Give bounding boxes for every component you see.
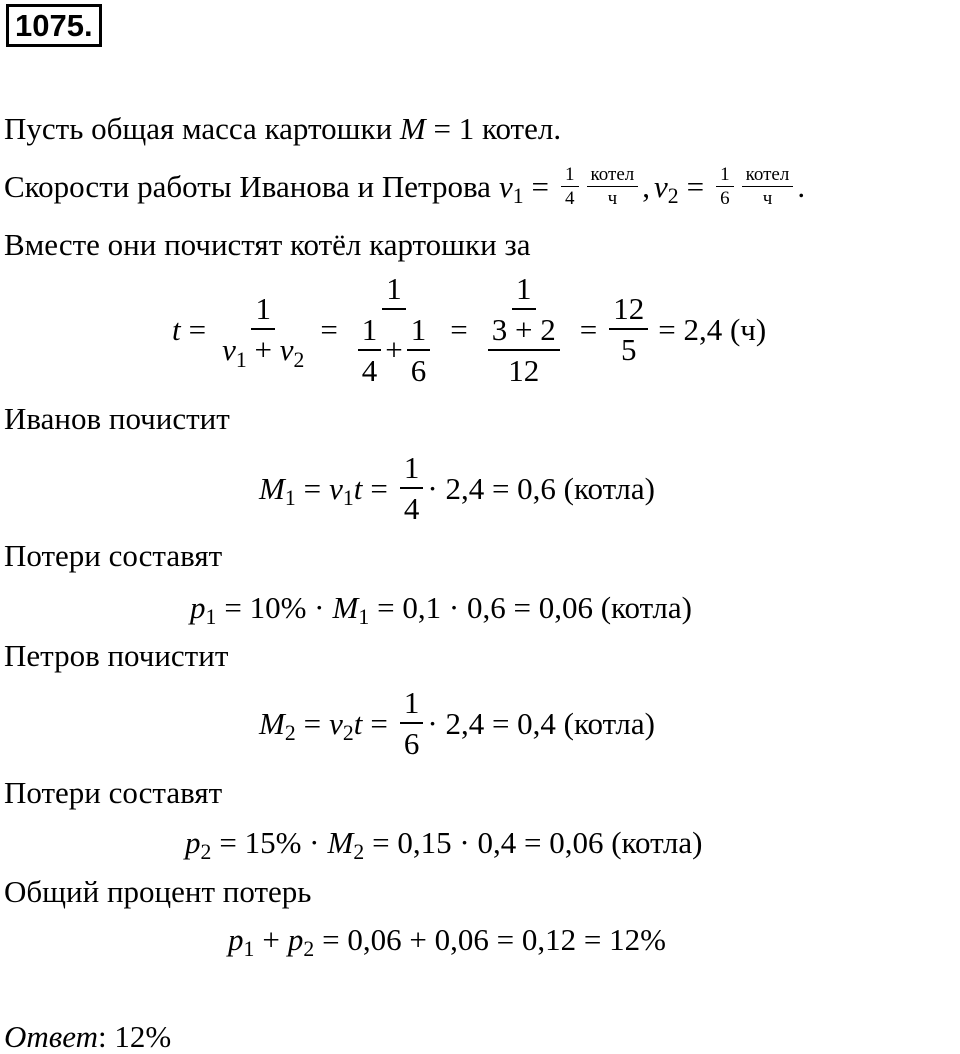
losses-line-1: Потери составят: [4, 538, 223, 573]
losses-line-2: Потери составят: [4, 775, 223, 810]
time-fraction-2: 1 $\frac{1}{4}$ + $\frac{1}{6}$: [350, 273, 438, 386]
mass-value: = 1 котел.: [433, 111, 562, 146]
mass-variable: M: [399, 111, 426, 146]
petrov-line: Петров почистит: [4, 638, 229, 673]
petrov-fraction: $\frac{1}{6}$: [400, 687, 424, 759]
answer-value: : 12%: [97, 1019, 172, 1054]
speed-v2-fraction: $\frac{1}{6}$: [716, 165, 734, 208]
time-equation: t = 1 $v_1$ + $v_2$ = 1 $\frac{1}{4}$ + $\frac{1}{6}$ = $\frac{1}{\frac{3 + 2}{12}}$ = $\frac{12}{5}$ = 2,4 (ч): [172, 270, 767, 388]
answer-label: Ответ: [4, 1019, 98, 1054]
speed-v2-symbol: $v_2$: [654, 168, 679, 209]
time-fraction-4: $\frac{12}{5}$: [609, 293, 648, 365]
intro-text: Пусть общая масса картошки: [4, 111, 393, 146]
total-equation: $p_1$ + $p_2$ = 0,06 + 0,06 = 0,12 = 12%: [228, 921, 666, 962]
time-result: = 2,4 (ч): [658, 311, 767, 347]
speed-unit-fraction-2: $\frac{\text{котел}}{ч}$: [742, 165, 794, 208]
speed-v1-symbol: $v_1$: [498, 168, 524, 209]
speed-unit-fraction: $\frac{\text{котел}}{ч}$: [587, 165, 639, 208]
speeds-line: Скорости работы Иванова и Петрова $v_1$ = $\frac{1}{4}$ $\frac{\text{котел}}{ч}$ , $v_2$ = $\frac{1}{6}$ $\frac{\text{котел}}{ч}$ .: [4, 163, 806, 209]
speed-v1-fraction: $\frac{1}{4}$: [561, 165, 579, 208]
speeds-text: Скорости работы Иванова и Петрова: [4, 168, 491, 204]
time-variable: t: [172, 311, 181, 347]
time-fraction-1: 1 $v_1$ + $v_2$: [222, 291, 305, 372]
losses-equation-2: $p_2$ = 15% · $M_2$ = 0,15 · 0,4 = 0,06 (котла): [185, 824, 703, 865]
ivanov-equation: $M_1$ = $v_1t$ = $\frac{1}{4}$ · 2,4 = 0,6 (котла): [259, 450, 655, 526]
losses-equation-1: $p_1$ = 10% · $M_1$ = 0,1 · 0,6 = 0,06 (котла): [190, 589, 692, 630]
time-fraction-3: $\frac{1}{\frac{3 + 2}{12}}$: [480, 273, 568, 386]
total-losses-line: Общий процент потерь: [4, 874, 312, 909]
problem-number: 1075.: [6, 4, 102, 47]
together-line: Вместе они почистят котёл картошки за: [4, 227, 531, 262]
intro-line: [4, 113, 561, 144]
ivanov-line: Иванов почистит: [4, 401, 230, 436]
petrov-equation: $M_2$ = $v_2t$ = $\frac{1}{6}$ · 2,4 = 0,4 (котла): [259, 685, 655, 761]
answer: [4, 1021, 171, 1052]
ivanov-fraction: $\frac{1}{4}$: [400, 452, 424, 524]
